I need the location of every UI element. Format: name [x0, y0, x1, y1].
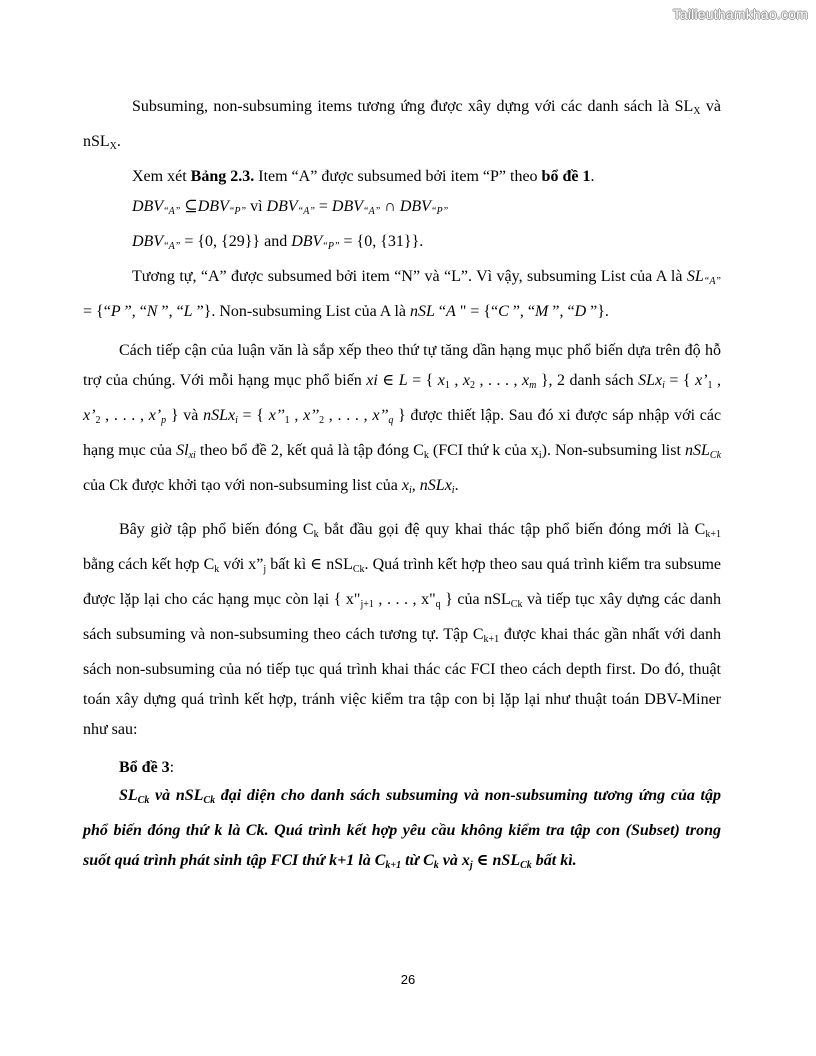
paragraph-recursion: Bây giờ tập phổ biến đóng $C_k$ bắt đầu gọi đệ quy khai thác tập phổ biến đóng mới là $C_{k+1}$ bằng cách kết hợp $C_k$ với $x”_j$ bất kì ∈ nSL$_{Ck}$. Quá trình kết hợp theo sau quá trình kiểm tra subsume được lặp lại cho các hạng mục còn lại { $x"_{j+1}$ , . . . , $x"_q$ } của nSL$_{Ck}$ và tiếp tục xây dựng các danh sách subsuming và non-subsuming theo cách tương tự. Tập $C_{k+1}$ được khai thác gần nhất với danh sách non-subsuming của nó tiếp tục quá trình khai thác các FCI theo cách depth first. Do đó, thuật toán xây dựng quá trình kết hợp, tránh việc kiểm tra tập con bị lặp lại như thuật toán DBV-Miner như sau: — [83, 521, 722, 738]
document-body — [83, 92, 721, 881]
lemma-statement: $SL_{Ck}$ và nSL$_{Ck}$ đại diện cho danh sách subsuming và non-subsuming tương ứng của tập phổ biến đóng thứ k là Ck. Quá trình kết hợp yêu cầu không kiểm tra tập con (Subset) trong suốt quá trình phát sinh tập FCI thứ k+1 là $C_{k+1}$ từ $C_k$ và $x_j$ ∈ nSL$_{Ck}$ bất kì. — [83, 787, 721, 871]
paragraph-table-example: Xem xét Bảng 2.3. Item “A” được subsumed bởi item “P” theo bổ đề 1. — [132, 168, 595, 185]
paragraph-approach: Cách tiếp cận của luận văn là sắp xếp theo thứ tự tăng dần hạng mục phổ biến dựa trên độ hỗ trợ của chúng. Với mỗi hạng mục phổ biến xi ∈ L = { $x_1$ , $x_2$ , . . . , xm }, 2 danh sách SLxi = { $x’_1$ , $x’_2$ , . . . , x’p } và nSLxi = { $x’’_1$ , $x’’_2$ , . . . , x’’q } được thiết lập. Sau đó xi được sáp nhập với các hạng mục của Slxi theo bổ đề 2, kết quả là tập đóng $C_k$ (FCI thứ k của $x_i$). Non-subsuming list nSLCk của Ck được khởi tạo với non-subsuming list của xi, nSLxi. — [83, 342, 722, 496]
formula-dbv-subset: DBV“A” ⊆DBV“P” vì DBV“A” = DBV“A” ∩ DBV“P” — [132, 198, 449, 217]
formula-dbv-values: DBV“A” = {0, {29}} and DBV“P” = {0, {31}}. — [132, 233, 424, 252]
paragraph-subsuming-list: Tương tự, “A” được subsumed bởi item “N” và “L”. Vì vậy, subsuming List của A là SL“A” = {“P ”, “N ”, “L ”}. Non-subsuming List của A là nSL “A " = {“C ”, “M ”, “D ”}. — [83, 268, 721, 320]
paragraph-subsuming-intro: Subsuming, non-subsuming items tương ứng được xây dựng với các danh sách là $SL_X$ và nSL$_X$. — [83, 98, 721, 152]
lemma-title: Bổ đề 3: — [119, 759, 175, 776]
watermark: Tailieuthamkhao.com — [672, 6, 808, 22]
page-number: 26 — [400, 972, 416, 987]
